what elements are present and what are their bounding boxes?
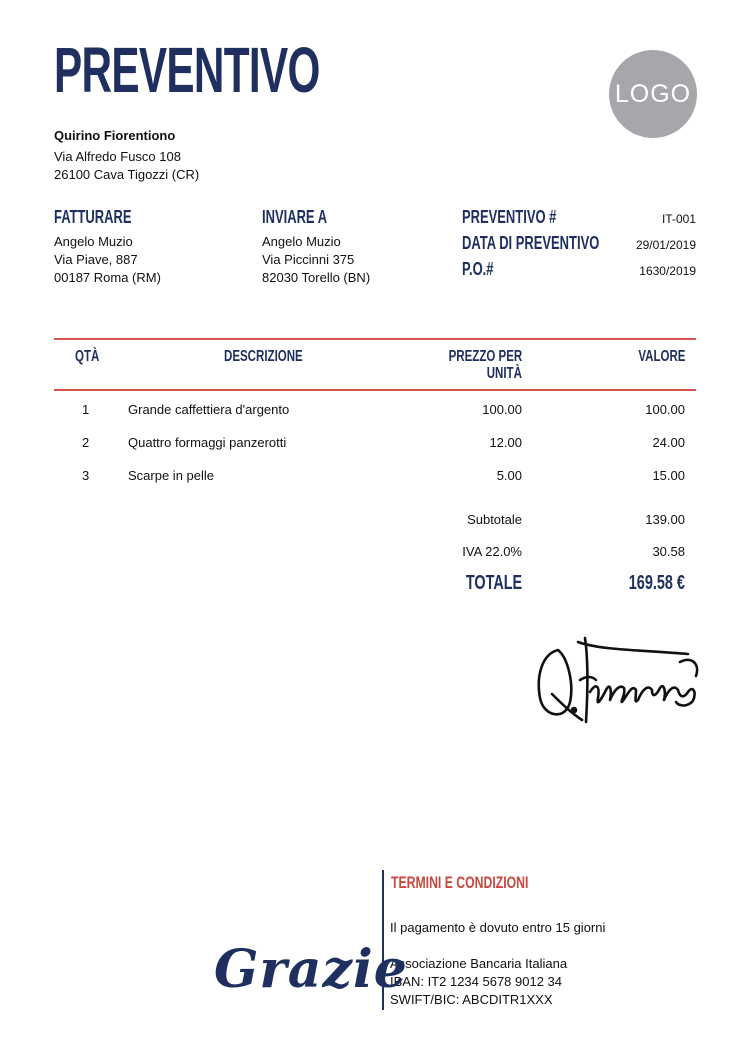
- row-2-description: Quattro formaggi panzerotti: [128, 435, 287, 450]
- col-header-unit-price-line-1: PREZZO PER: [448, 348, 522, 365]
- quote-date-value: 29/01/2019: [635, 238, 696, 252]
- row-3-description: Scarpe in pelle: [128, 468, 214, 483]
- terms-iban: IBAN: IT2 1234 5678 9012 34: [390, 974, 563, 989]
- subtotal-label: Subtotale: [467, 512, 522, 527]
- bill-to-name: Angelo Muzio: [54, 234, 133, 249]
- row-3-qty: 3: [82, 468, 90, 483]
- row-1-description: Grande caffettiera d'argento: [128, 402, 290, 417]
- row-1-unit-price: 100.00: [482, 402, 522, 417]
- row-2-unit-price: 12.00: [489, 435, 522, 450]
- bill-to-address-line-2: 00187 Roma (RM): [54, 270, 161, 285]
- table-top-rule: [54, 338, 696, 340]
- quote-date-label: DATA DI PREVENTIVO: [462, 233, 600, 253]
- row-1-qty: 1: [82, 402, 90, 417]
- row-2-amount: 24.00: [652, 435, 685, 450]
- ship-to-name: Angelo Muzio: [262, 234, 341, 249]
- ship-to-address-line-1: Via Piccinni 375: [262, 252, 355, 267]
- terms-payment: Il pagamento è dovuto entro 15 giorni: [390, 920, 606, 935]
- po-number-label: P.O.#: [462, 259, 494, 279]
- total-value: 169.58 €: [628, 572, 685, 594]
- row-3-amount: 15.00: [652, 468, 685, 483]
- document-title: PREVENTIVO: [54, 34, 320, 106]
- terms-swift: SWIFT/BIC: ABCDITR1XXX: [390, 992, 553, 1007]
- bill-to-heading: FATTURARE: [54, 207, 132, 227]
- row-2-qty: 2: [82, 435, 90, 450]
- col-header-unit-price-line-2: UNITÀ: [486, 365, 522, 382]
- total-label: TOTALE: [465, 572, 522, 594]
- terms-bank: Associazione Bancaria Italiana: [390, 956, 568, 971]
- seller-address-line-2: 26100 Cava Tigozzi (CR): [54, 167, 200, 182]
- terms-title: TERMINI E CONDIZIONI: [391, 873, 529, 892]
- seller-address-line-1: Via Alfredo Fusco 108: [54, 149, 181, 164]
- signature-image: [530, 628, 702, 728]
- thanks-text: Grazie: [214, 939, 408, 1000]
- col-header-qty: QTÀ: [75, 348, 100, 365]
- table-header-bottom-rule: [54, 389, 696, 391]
- ship-to-address-line-2: 82030 Torello (BN): [262, 270, 371, 285]
- company-logo: LOGO: [609, 50, 697, 138]
- quote-number-value: IT-001: [661, 212, 696, 226]
- col-header-amount: VALORE: [637, 348, 685, 365]
- ship-to-heading: INVIARE A: [262, 207, 328, 227]
- row-1-amount: 100.00: [645, 402, 685, 417]
- po-number-value: 1630/2019: [639, 264, 696, 278]
- tax-label: IVA 22.0%: [462, 544, 522, 559]
- col-header-description: DESCRIZIONE: [224, 348, 303, 365]
- quote-number-label: PREVENTIVO #: [462, 207, 557, 227]
- subtotal-value: 139.00: [645, 512, 685, 527]
- bill-to-address-line-1: Via Piave, 887: [54, 252, 138, 267]
- tax-value: 30.58: [652, 544, 685, 559]
- row-3-unit-price: 5.00: [496, 468, 522, 483]
- seller-name: Quirino Fiorentiono: [54, 128, 176, 143]
